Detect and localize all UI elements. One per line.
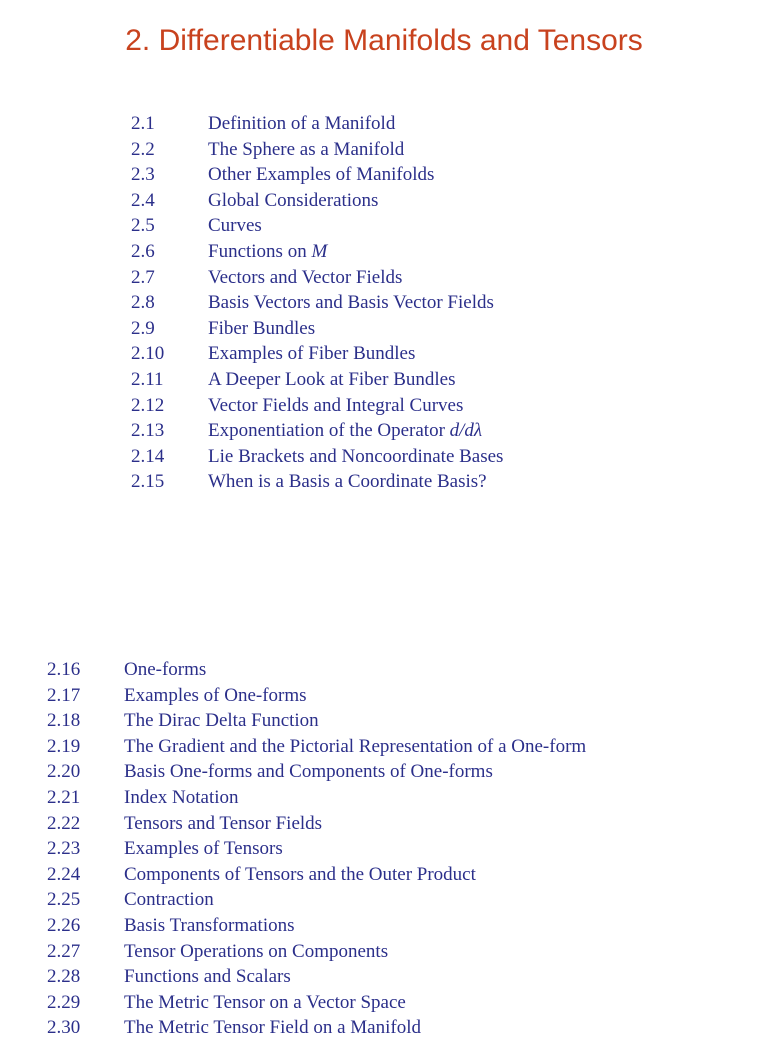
- section-number: 2.13: [131, 420, 165, 442]
- section-number: 2.18: [47, 710, 81, 732]
- toc-row: [47, 939, 586, 965]
- section-title-italic: d/dλ: [449, 420, 483, 442]
- section-title-text: Curves: [208, 215, 262, 237]
- page-title: 2. Differentiable Manifolds and Tensors: [125, 24, 643, 57]
- section-title: [124, 759, 493, 785]
- toc-row: [131, 341, 503, 367]
- section-title-text: The Sphere as a Manifold: [208, 138, 405, 160]
- toc-row: [47, 913, 586, 939]
- toc-row: [131, 265, 503, 291]
- section-title: [208, 188, 378, 214]
- section-title-text: Index Notation: [124, 786, 239, 808]
- toc-list-1: [131, 111, 503, 495]
- section-title: [124, 887, 214, 913]
- toc-list-2: [47, 657, 586, 1041]
- section-title-text: Functions on: [208, 240, 312, 262]
- section-title-text: The Metric Tensor Field on a Manifold: [124, 1017, 421, 1039]
- section-title: [124, 708, 319, 734]
- section-title-text: When is a Basis a Coordinate Basis?: [208, 471, 487, 493]
- section-number: 2.3: [131, 164, 155, 186]
- section-number: 2.25: [47, 889, 81, 911]
- toc-row: [131, 444, 503, 470]
- section-number: 2.17: [47, 684, 81, 706]
- section-title: [208, 469, 487, 495]
- section-title: [208, 444, 503, 470]
- section-number: 2.29: [47, 991, 81, 1013]
- section-title-text: Basis One-forms and Components of One-forms: [124, 761, 493, 783]
- section-number: 2.9: [131, 317, 155, 339]
- section-title: [208, 341, 415, 367]
- toc-row: [131, 469, 503, 495]
- section-title-text: Basis Vectors and Basis Vector Fields: [208, 292, 494, 314]
- section-title: [208, 418, 482, 444]
- section-title: [124, 964, 291, 990]
- section-title-text: Fiber Bundles: [208, 317, 316, 339]
- section-title-text: Tensors and Tensor Fields: [124, 812, 323, 834]
- section-title-text: Functions and Scalars: [124, 966, 291, 988]
- section-number: 2.26: [47, 914, 81, 936]
- section-number: 2.5: [131, 215, 155, 237]
- section-title: [208, 213, 262, 239]
- section-title-text: Examples of Tensors: [124, 838, 283, 860]
- section-number: 2.7: [131, 266, 155, 288]
- section-title-text: The Dirac Delta Function: [124, 710, 319, 732]
- toc-row: [47, 836, 586, 862]
- section-number: 2.15: [131, 471, 165, 493]
- section-title: [208, 137, 404, 163]
- section-title-text: Tensor Operations on Components: [124, 940, 389, 962]
- section-number: 2.19: [47, 735, 81, 757]
- section-title-text: One-forms: [124, 659, 207, 680]
- section-title: [208, 367, 455, 393]
- section-title-text: The Gradient and the Pictorial Representation of a One-form: [124, 735, 587, 757]
- section-title: [208, 162, 434, 188]
- toc-row: [47, 759, 586, 785]
- section-title: [124, 1015, 421, 1041]
- toc-row: [47, 964, 586, 990]
- section-title-text: Vectors and Vector Fields: [208, 266, 403, 288]
- section-title: [208, 393, 463, 419]
- section-number: 2.22: [47, 812, 81, 834]
- section-number: 2.21: [47, 786, 81, 808]
- section-title-italic: M: [311, 240, 328, 262]
- toc-row: [47, 862, 586, 888]
- section-number: 2.10: [131, 343, 165, 365]
- section-title: [124, 657, 206, 683]
- toc-row: [131, 316, 503, 342]
- section-title-text: Exponentiation of the Operator: [208, 420, 450, 442]
- toc-row: [47, 708, 586, 734]
- toc-row: [131, 290, 503, 316]
- toc-row: [47, 785, 586, 811]
- section-title-text: Definition of a Manifold: [208, 113, 396, 134]
- section-number: 2.30: [47, 1017, 81, 1039]
- section-title-text: Components of Tensors and the Outer Product: [124, 863, 476, 885]
- section-title: [124, 990, 406, 1016]
- section-title: [208, 265, 402, 291]
- toc-row: [131, 188, 503, 214]
- toc-row: [47, 811, 586, 837]
- section-number: 2.27: [47, 940, 81, 962]
- section-number: 2.20: [47, 761, 81, 783]
- section-number: 2.16: [47, 659, 81, 680]
- toc-row: [131, 367, 503, 393]
- toc-row: [131, 418, 503, 444]
- toc-row: [47, 734, 586, 760]
- section-title-text: The Metric Tensor on a Vector Space: [124, 991, 406, 1013]
- section-number: 2.14: [131, 445, 165, 467]
- toc-row: [47, 887, 586, 913]
- section-title: [124, 785, 239, 811]
- section-title-text: Vector Fields and Integral Curves: [208, 394, 464, 416]
- section-title-text: Lie Brackets and Noncoordinate Bases: [208, 445, 504, 467]
- toc-row: [131, 137, 503, 163]
- section-number: 2.4: [131, 189, 155, 211]
- toc-row: [131, 162, 503, 188]
- section-title: [208, 316, 315, 342]
- section-title: [124, 836, 283, 862]
- section-title: [124, 811, 322, 837]
- section-title: [208, 111, 395, 137]
- toc-row: [131, 213, 503, 239]
- section-number: 2.12: [131, 394, 165, 416]
- section-title: [124, 683, 307, 709]
- toc-row: [131, 111, 503, 137]
- section-number: 2.23: [47, 838, 81, 860]
- toc-row: [47, 657, 586, 683]
- toc-row: [131, 393, 503, 419]
- section-title-text: Other Examples of Manifolds: [208, 164, 435, 186]
- section-title-text: Basis Transformations: [124, 914, 295, 936]
- section-title-text: Global Considerations: [208, 189, 379, 211]
- section-title-text: Contraction: [124, 889, 214, 911]
- toc-row: [47, 683, 586, 709]
- section-number: 2.2: [131, 138, 155, 160]
- section-number: 2.24: [47, 863, 81, 885]
- section-title: [208, 290, 494, 316]
- toc-row: [47, 990, 586, 1016]
- section-number: 2.6: [131, 240, 155, 262]
- section-number: 2.28: [47, 966, 81, 988]
- section-title: [124, 913, 295, 939]
- section-number: 2.1: [131, 113, 155, 134]
- section-title-text: Examples of Fiber Bundles: [208, 343, 416, 365]
- section-title-text: Examples of One-forms: [124, 684, 307, 706]
- section-number: 2.8: [131, 292, 155, 314]
- section-title: [124, 939, 388, 965]
- section-title-text: A Deeper Look at Fiber Bundles: [208, 368, 456, 390]
- section-title: [208, 239, 327, 265]
- toc-row: [47, 1015, 586, 1041]
- section-title: [124, 734, 586, 760]
- section-title: [124, 862, 476, 888]
- toc-row: [131, 239, 503, 265]
- section-number: 2.11: [131, 368, 164, 390]
